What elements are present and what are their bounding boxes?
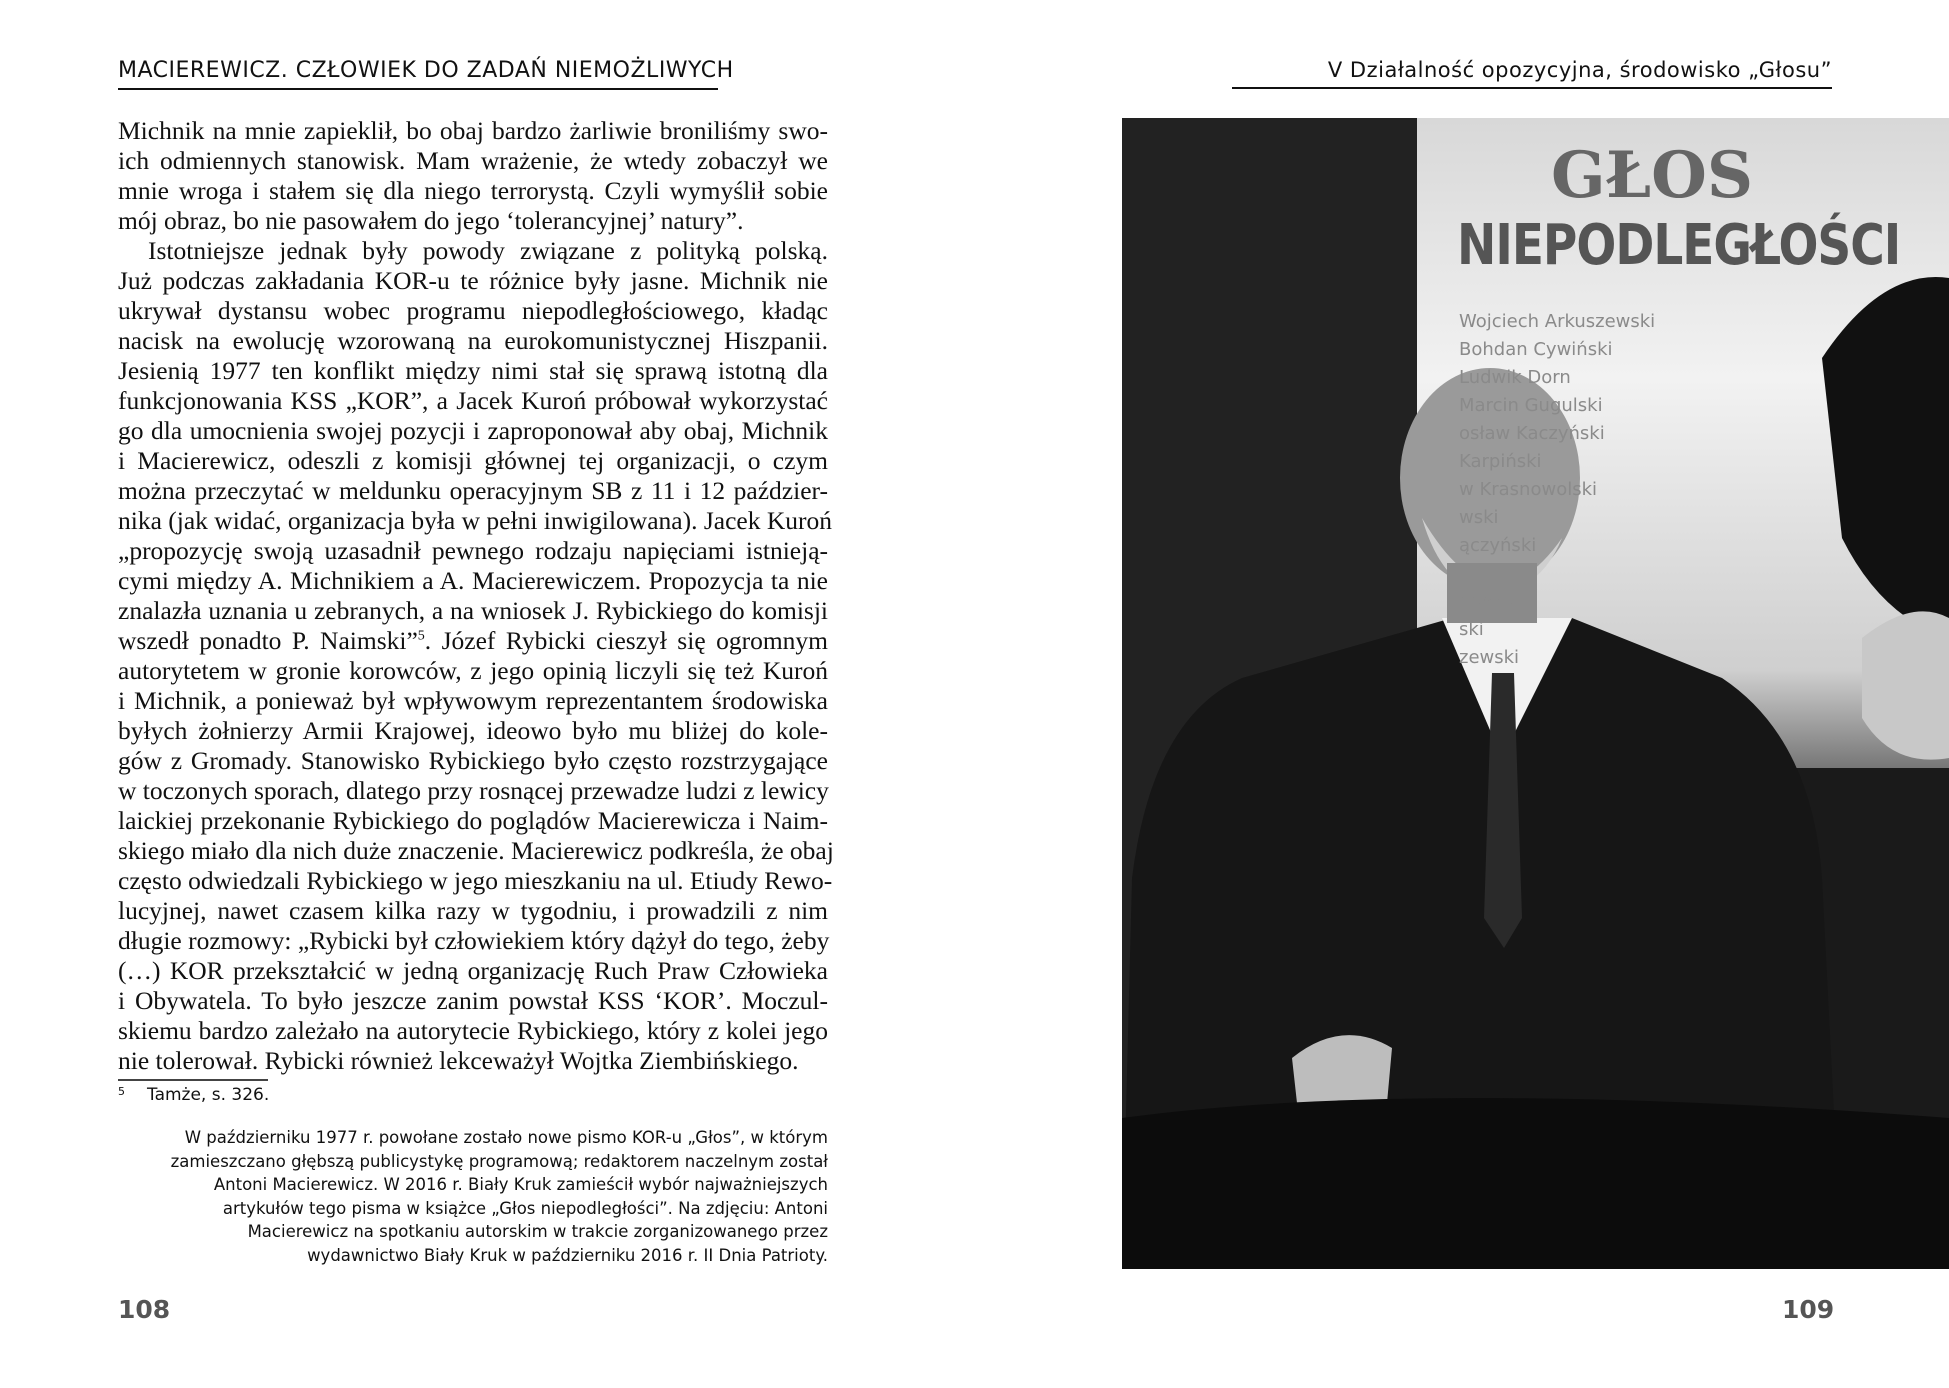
banner-name: Ludwik Dorn (1459, 367, 1571, 388)
raised-hand (1862, 611, 1949, 759)
banner-name: ski (1459, 619, 1484, 640)
body-line: długie rozmowy: „Rybicki był człowiekiem który dążył do tego, żeby (118, 926, 830, 955)
body-line: nika (jak widać, organizacja była w pełni inwigilowana). Jacek Kuroń (118, 506, 832, 535)
caption-line: wydawnictwo Biały Kruk w październiku 2016 r. II Dnia Patrioty. (307, 1245, 828, 1265)
banner-name: Karpiński (1459, 451, 1542, 472)
footnote-rule (118, 1079, 268, 1081)
body-line: w toczonych sporach, dlatego przy rosnącej przewadze ludzi z lewicy (118, 776, 829, 805)
footnote-reference[interactable]: 5 (417, 628, 425, 644)
body-line: skiemu bardzo zależało na autorytecie Rybickiego, który z kolei jego (118, 1016, 828, 1045)
banner-name: w Krasnowolski (1459, 479, 1598, 500)
banner-name: osław Kaczyński (1459, 423, 1605, 444)
body-line: laickiej przekonanie Rybickiego do poglądów Macierewicza i Naim- (118, 806, 828, 835)
banner-title: GŁOS (1550, 138, 1754, 213)
footnote-number: 5 (118, 1085, 125, 1098)
body-line: gów z Gromady. Stanowisko Rybickiego było często rozstrzygające (118, 746, 828, 775)
page-number-left: 108 (118, 1295, 171, 1324)
footnote (118, 1085, 269, 1105)
body-line: mój obraz, bo nie pasowałem do jego ‘tolerancyjnej’ natury”. (118, 206, 744, 235)
body-line: Jesienią 1977 ten konflikt między nimi stał się sprawą istotną dla (118, 356, 828, 385)
body-line: ich odmiennych stanowisk. Mam wrażenie, że wtedy zobaczył we (118, 146, 828, 175)
caption-line: W październiku 1977 r. powołane zostało nowe pismo KOR-u „Głos”, w którym (184, 1128, 828, 1147)
banner-name: ączyński (1459, 535, 1537, 556)
photo (1122, 118, 1949, 1269)
body-line: autorytetem w gronie korowców, z jego opinią liczyli się też Kuroń (118, 656, 828, 685)
banner-subtitle: NIEPODLEGŁOŚCI (1457, 212, 1901, 279)
body-text (118, 116, 834, 1076)
body-line: nie tolerował. Rybicki również lekceważył Wojtka Ziembińskiego. (118, 1046, 799, 1075)
banner-name: zewski (1459, 647, 1520, 668)
body-line: funkcjonowania KSS „KOR”, a Jacek Kuroń próbował wykorzystać (118, 386, 828, 415)
neck (1447, 563, 1537, 623)
body-line: skiego miało dla nich duże znaczenie. Macierewicz podkreśla, że obaj (118, 836, 834, 865)
body-line: Michnik na mnie zapieklił, bo obaj bardzo żarliwie broniliśmy swo- (118, 116, 828, 145)
second-person-silhouette (1822, 277, 1949, 638)
body-line: i Obywatela. To było jeszcze zanim powstał KSS ‘KOR’. Moczul- (118, 986, 828, 1015)
page-number-right: 109 (1782, 1295, 1835, 1324)
body-line: cymi między A. Michnikiem a A. Macierewiczem. Propozycja ta nie (118, 566, 828, 595)
footnote-text: Tamże, s. 326. (147, 1085, 270, 1105)
body-line: można przeczytać w meldunku operacyjnym SB z 11 i 12 paździer- (118, 476, 828, 505)
caption-line: Macierewicz na spotkaniu autorskim w trakcie zorganizowanego przez (247, 1222, 828, 1241)
caption-line: zamieszczano głębszą publicystykę programową; redaktorem naczelnym został (170, 1151, 828, 1171)
person-illustration (1122, 118, 1949, 1269)
body-line: Już podczas zakładania KOR-u te różnice były jasne. Michnik nie (118, 266, 828, 295)
photo-caption (118, 1126, 828, 1267)
running-header-left: MACIEREWICZ. CZŁOWIEK DO ZADAŃ NIEMOŻLIWYCH (118, 58, 718, 90)
body-line: Istotniejsze jednak były powody związane z polityką polską. (148, 236, 828, 265)
body-line: znalazła uznania u zebranych, a na wniosek J. Rybickiego do komisji (118, 596, 828, 625)
banner-name: rewicz (1459, 591, 1517, 612)
body-line: byłych żołnierzy Armii Krajowej, ideowo było mu bliżej do kole- (118, 716, 828, 745)
banner-name: Bohdan Cywiński (1459, 339, 1613, 360)
running-header-right: V Działalność opozycyjna, środowisko „Głosu” (1232, 58, 1832, 89)
caption-line: artykułów tego pisma w książce „Głos niepodległości”. Na zdjęciu: Antoni (222, 1198, 828, 1218)
body-line: mnie wroga i stałem się dla niego terrorystą. Czyli wymyślił sobie (118, 176, 828, 205)
body-line: „propozycję swoją uzasadnił pewnego rodzaju napięciami istnieją- (118, 536, 828, 565)
body-line: i Macierewicz, odeszli z komisji głównej tej organizacji, o czym (118, 446, 828, 475)
body-line: często odwiedzali Rybickiego w jego mieszkaniu na ul. Etiudy Rewo- (118, 866, 833, 895)
body-line: lucyjnej, nawet czasem kilka razy w tygodniu, i prowadzili z nim (118, 896, 828, 925)
banner-name: Wojciech Arkuszewski (1459, 311, 1656, 332)
caption-line: Antoni Macierewicz. W 2016 r. Biały Kruk zamieścił wybór najważniejszych (213, 1175, 828, 1194)
body-line: go dla umocnienia swojej pozycji i zaproponował aby obaj, Michnik (118, 416, 828, 445)
body-line: ukrywał dystansu wobec programu niepodległościowego, kładąc (118, 296, 828, 325)
body-line: (…) KOR przekształcić w jedną organizację Ruch Praw Człowieka (118, 956, 828, 985)
banner-name: wski (1459, 507, 1499, 528)
table (1122, 1098, 1949, 1269)
banner-name: Marcin Gugulski (1459, 395, 1603, 416)
body-line: nacisk na ewolucję wzorowaną na eurokomunistycznej Hiszpanii. (118, 326, 828, 355)
body-line: wszedł ponadto P. Naimski”$^5$. Józef Rybicki cieszył się ogromnym (118, 626, 828, 655)
body-line: i Michnik, a ponieważ był wpływowym reprezentantem środowiska (118, 686, 828, 715)
